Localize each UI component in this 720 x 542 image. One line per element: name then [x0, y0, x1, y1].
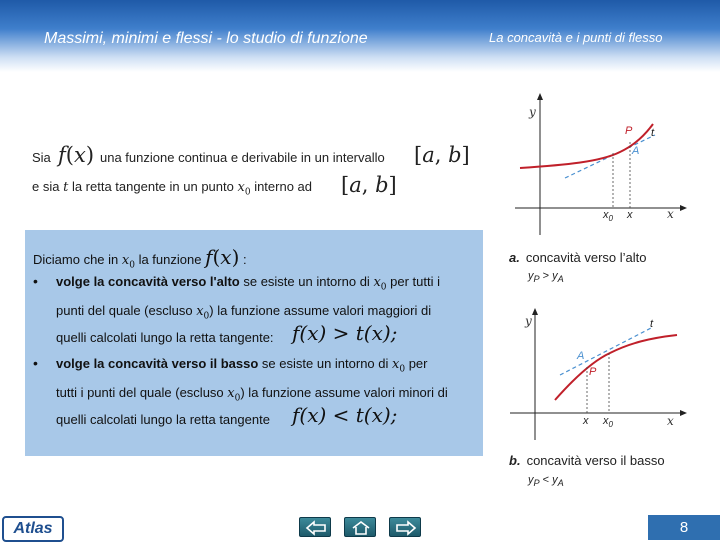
graph-b-xp-label: x — [583, 415, 589, 427]
intro-interval: [a, b] — [414, 143, 470, 167]
section-title: La concavità e i punti di flesso — [489, 30, 663, 45]
graph-b-P-label: P — [589, 366, 597, 378]
inequality-b: $y_P < y_A$ — [528, 474, 564, 489]
graph-b-y-arrow — [532, 308, 538, 315]
graph-b-x-label: x — [667, 414, 674, 428]
bullet-1: • — [33, 273, 38, 289]
intro-fx: f(x) — [58, 143, 95, 167]
graph-b-x-arrow — [680, 410, 687, 416]
graph-a-y-arrow — [537, 93, 543, 100]
bullet2-line2: tutti i punti del quale (escluso $x_0$) la funzione assume valori minori di — [56, 385, 448, 404]
formula-concave-down: f(x) < t(x); — [292, 403, 398, 427]
intro-line1-text: una funzione continua e derivabile in un intervallo — [100, 150, 385, 165]
graph-b-x0-label: $x_0$ — [603, 415, 613, 429]
bullet1-line2: punti del quale (escluso $x_0$) la funzione assume valori maggiori di — [56, 303, 432, 322]
inequality-a: $y_P > y_A$ — [528, 270, 564, 285]
arrow-left-icon — [305, 520, 327, 536]
home-icon — [350, 520, 372, 536]
intro-interval-2: [a, b] — [341, 173, 397, 197]
page-number: 8 — [648, 515, 720, 540]
graph-a-t-label: t — [651, 127, 655, 139]
caption-b: b. concavità verso il basso — [509, 453, 665, 468]
prev-button[interactable] — [299, 517, 331, 537]
graph-concave-down — [505, 305, 690, 445]
graph-b-t-label: t — [650, 318, 654, 330]
bullet2-line3: quelli calcolati lungo la retta tangente — [56, 412, 270, 427]
graph-a-xp-label: x — [627, 209, 633, 221]
bullet2-line1: volge la concavità verso il basso se esiste un intorno di $x_0$ per — [56, 356, 428, 375]
graph-a-x0-label: $x_0$ — [603, 209, 613, 223]
graph-b-A-label: A — [577, 350, 585, 362]
intro-line2: e sia t la retta tangente in un punto $x_0$ interno ad — [32, 179, 313, 198]
home-button[interactable] — [344, 517, 376, 537]
formula-concave-up: f(x) > t(x); — [292, 321, 398, 345]
caption-a: a. concavità verso l’alto — [509, 250, 647, 265]
graph-a-y-label: y — [529, 105, 536, 119]
graph-a-A-label: A — [632, 145, 640, 157]
next-button[interactable] — [389, 517, 421, 537]
atlas-logo: Atlas — [2, 516, 64, 542]
graph-b-y-label: y — [525, 314, 532, 328]
bullet1-line3: quelli calcolati lungo la retta tangente: — [56, 330, 274, 345]
graph-concave-up — [505, 90, 690, 240]
intro-sia: Sia — [32, 150, 51, 165]
graph-a-x-label: x — [667, 207, 674, 221]
bullet1-line1: volge la concavità verso l'alto se esiste un intorno di $x_0$ per tutti i — [56, 274, 440, 293]
graph-b-tangent — [560, 327, 653, 375]
graph-a-x-arrow — [680, 205, 687, 211]
definition-intro: Diciamo che in $x_0$ la funzione f(x) : — [33, 245, 247, 271]
graph-a-P-label: P — [625, 125, 633, 137]
arrow-right-icon — [395, 520, 417, 536]
bullet-2: • — [33, 355, 38, 371]
slide-title: Massimi, minimi e flessi - lo studio di funzione — [44, 30, 368, 47]
